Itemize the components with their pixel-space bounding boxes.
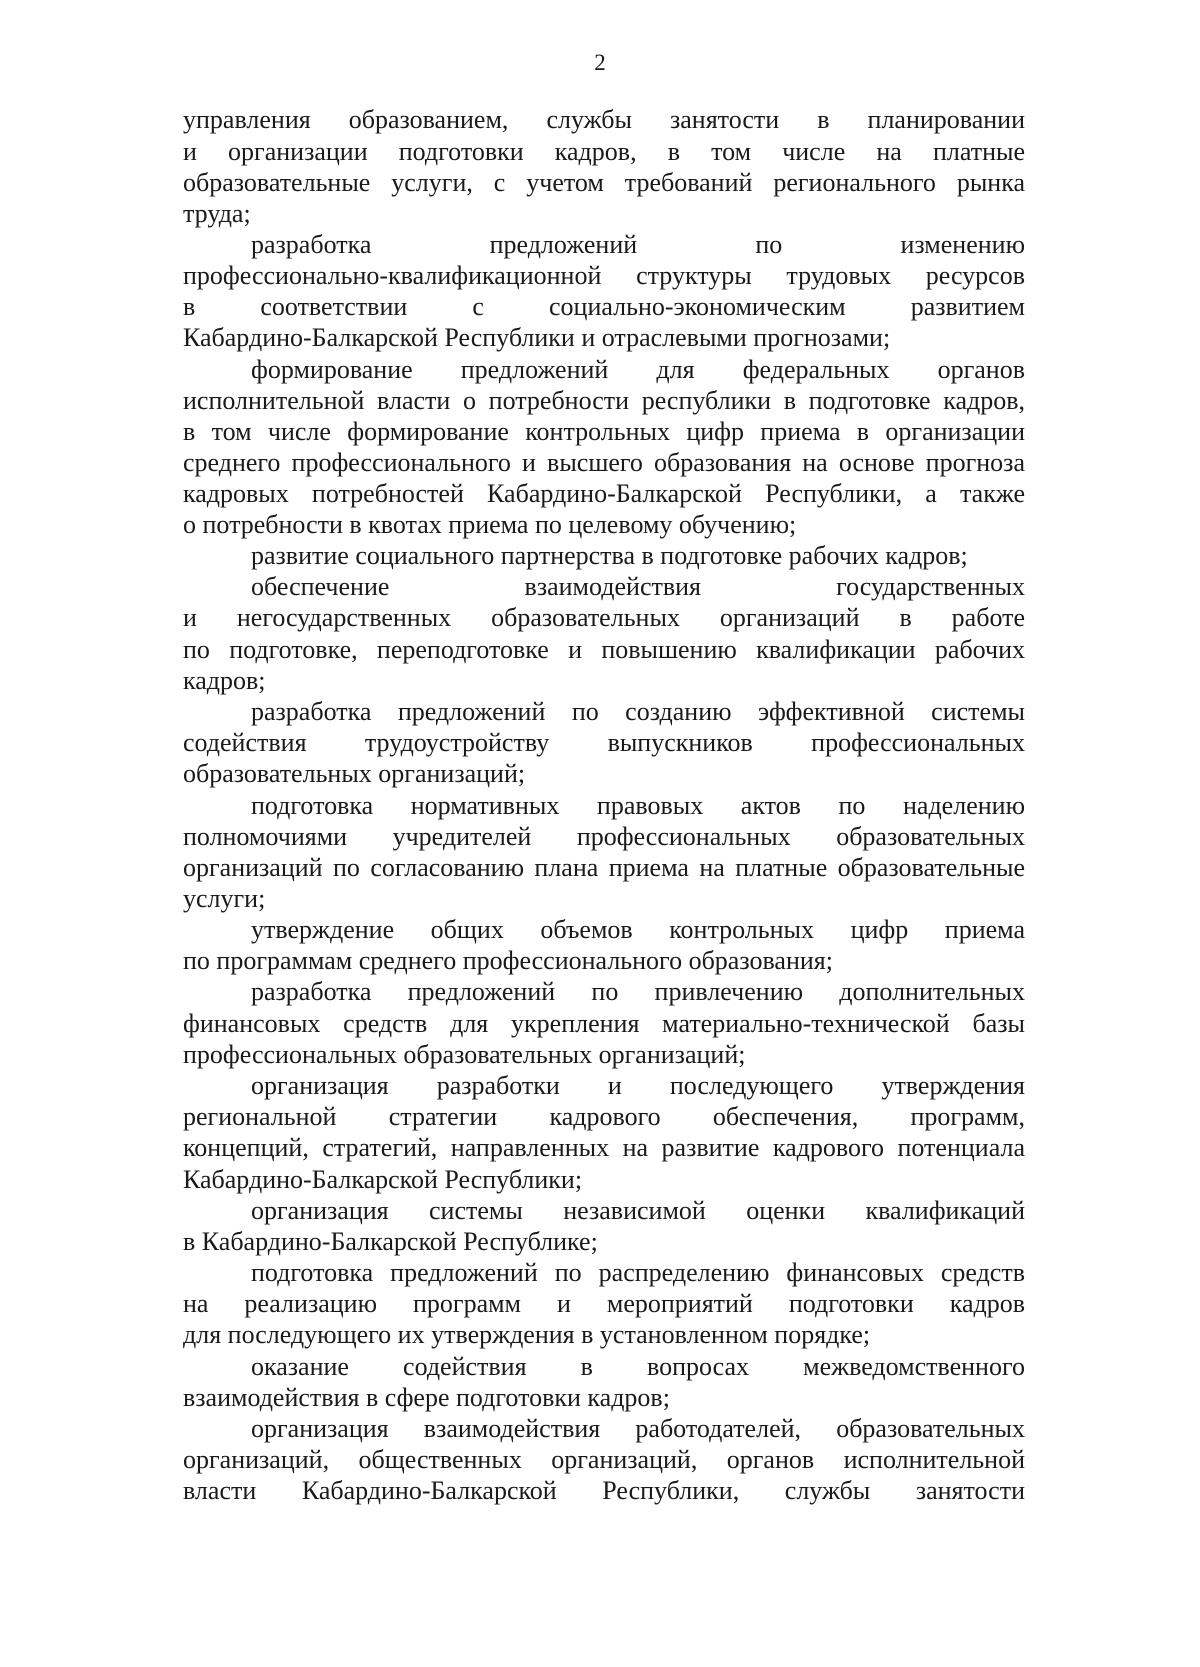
text-line: профессионально-квалификационной структуры трудовых ресурсов bbox=[183, 261, 1025, 290]
text-line: содействия трудоустройству выпускников профессиональных bbox=[183, 728, 1025, 757]
text-line: разработка предложений по созданию эффективной системы bbox=[251, 697, 1025, 726]
text-line: развитие социального партнерства в подготовке рабочих кадров; bbox=[251, 541, 968, 570]
text-line: организаций по согласованию плана приема на платные образовательные bbox=[183, 853, 1025, 882]
text-line: профессиональных образовательных организаций; bbox=[183, 1040, 746, 1069]
text-line: организаций, общественных организаций, органов исполнительной bbox=[183, 1445, 1025, 1474]
text-line: власти Кабардино-Балкарской Республики, службы занятости bbox=[183, 1476, 1025, 1505]
text-line: полномочиями учредителей профессиональных образовательных bbox=[183, 822, 1025, 851]
text-line: Кабардино-Балкарской Республики и отраслевыми прогнозами; bbox=[183, 323, 891, 352]
text-line: и негосударственных образовательных организаций в работе bbox=[183, 603, 1025, 632]
text-line: по подготовке, переподготовке и повышению квалификации рабочих bbox=[183, 635, 1025, 664]
text-line: обеспечение взаимодействия государственных bbox=[251, 572, 1025, 601]
text-line: и организации подготовки кадров, в том числе на платные bbox=[183, 137, 1025, 166]
text-line: по программам среднего профессионального образования; bbox=[183, 946, 833, 975]
text-line: о потребности в квотах приема по целевому обучению; bbox=[183, 510, 797, 539]
text-line: организация разработки и последующего утверждения bbox=[251, 1071, 1025, 1100]
text-line: услуги; bbox=[183, 884, 266, 913]
text-line: организация системы независимой оценки квалификаций bbox=[251, 1196, 1025, 1225]
text-line: утверждение общих объемов контрольных цифр приема bbox=[251, 915, 1025, 944]
text-line: Кабардино-Балкарской Республики; bbox=[183, 1165, 583, 1194]
text-line: труда; bbox=[183, 199, 251, 228]
text-line: формирование предложений для федеральных органов bbox=[251, 355, 1025, 384]
text-line: в том числе формирование контрольных цифр приема в организации bbox=[183, 417, 1025, 446]
text-line: оказание содействия в вопросах межведомственного bbox=[251, 1352, 1025, 1381]
text-line: для последующего их утверждения в установленном порядке; bbox=[183, 1320, 871, 1349]
text-line: кадров; bbox=[183, 666, 266, 695]
text-line: исполнительной власти о потребности республики в подготовке кадров, bbox=[183, 386, 1025, 415]
text-line: организация взаимодействия работодателей, образовательных bbox=[251, 1414, 1025, 1443]
page-number: 2 bbox=[594, 50, 606, 75]
text-line: взаимодействия в сфере подготовки кадров; bbox=[183, 1383, 670, 1412]
text-line: концепций, стратегий, направленных на развитие кадрового потенциала bbox=[183, 1133, 1025, 1162]
text-line: подготовка нормативных правовых актов по наделению bbox=[251, 791, 1025, 820]
text-line: в Кабардино-Балкарской Республике; bbox=[183, 1227, 598, 1256]
text-line: разработка предложений по привлечению дополнительных bbox=[251, 977, 1025, 1006]
text-line: финансовых средств для укрепления материально-технической базы bbox=[183, 1009, 1025, 1038]
text-line: подготовка предложений по распределению финансовых средств bbox=[251, 1258, 1025, 1287]
text-line: среднего профессионального и высшего образования на основе прогноза bbox=[183, 448, 1025, 477]
text-line: кадровых потребностей Кабардино-Балкарской Республики, а также bbox=[183, 479, 1025, 508]
text-line: образовательные услуги, с учетом требований регионального рынка bbox=[183, 168, 1025, 197]
text-line: региональной стратегии кадрового обеспечения, программ, bbox=[183, 1102, 1025, 1131]
text-line: в соответствии с социально-экономическим развитием bbox=[183, 292, 1025, 321]
text-line: на реализацию программ и мероприятий подготовки кадров bbox=[183, 1289, 1025, 1318]
text-line: управления образованием, службы занятости в планировании bbox=[183, 105, 1025, 134]
text-line: разработка предложений по изменению bbox=[251, 230, 1025, 259]
text-line: образовательных организаций; bbox=[183, 759, 526, 788]
